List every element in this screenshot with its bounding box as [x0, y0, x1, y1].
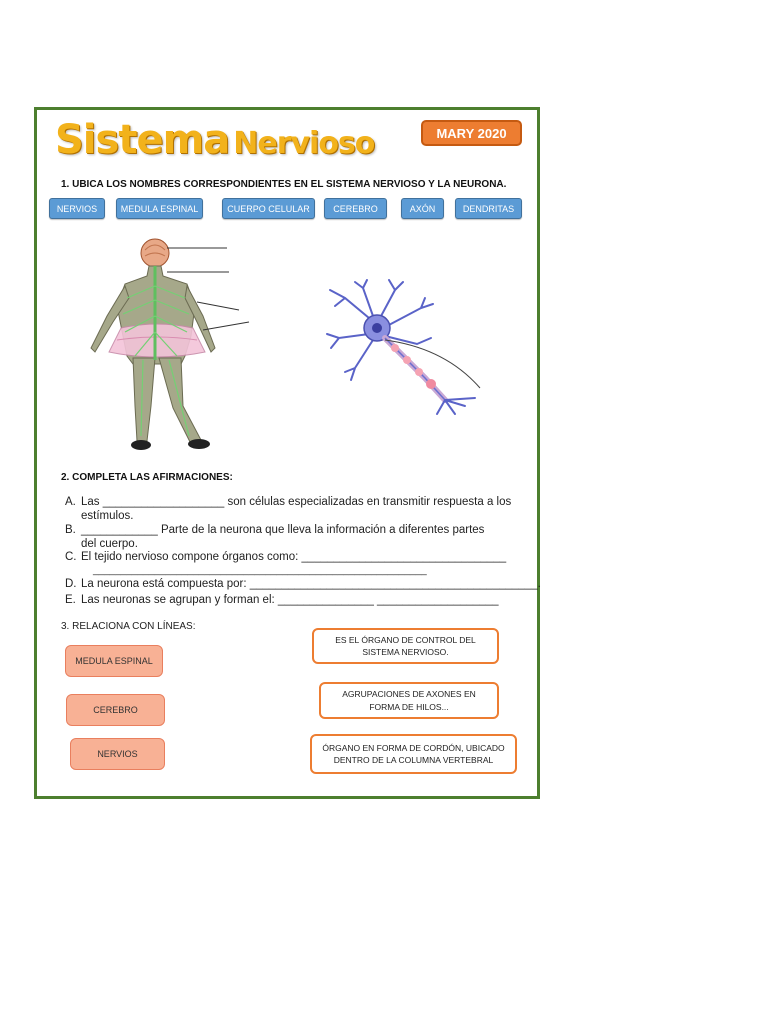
- definition-cerebro: ES EL ÓRGANO DE CONTROL DEL SISTEMA NERVIOSO.: [312, 628, 499, 664]
- statement-a: A. Las ___________________ son células especializadas en transmitir respuesta a los: [65, 496, 512, 508]
- title-word-2: Nervioso: [233, 126, 375, 161]
- statement-b-line2: del cuerpo.: [81, 538, 138, 550]
- statement-e: E. Las neuronas se agrupan y forman el: _______________ ___________________: [65, 594, 499, 606]
- statement-d: D. La neurona está compuesta por: _____________________________________________.: [65, 578, 541, 590]
- statement-c-line2: ____________________________________________________________: [93, 565, 427, 576]
- worksheet-title: [55, 117, 375, 163]
- question-2-heading: 2. COMPLETA LAS AFIRMACIONES:: [61, 472, 233, 483]
- author-badge: MARY 2020: [421, 120, 522, 146]
- term-medula-espinal: MEDULA ESPINAL: [65, 645, 163, 677]
- term-nervios: NERVIOS: [70, 738, 165, 770]
- statement-a-line1: Las ___________________ son células especializadas en transmitir respuesta a los: [81, 496, 512, 508]
- statement-b-line1: ____________ Parte de la neurona que lleva la información a diferentes partes: [81, 524, 485, 536]
- statement-c: C. El tejido nervioso compone órganos como: ________________________________: [65, 551, 507, 563]
- word-chip-cuerpo-celular: CUERPO CELULAR: [222, 198, 315, 219]
- word-chip-medula-espinal: MEDULA ESPINAL: [116, 198, 203, 219]
- statement-d-line1: La neurona está compuesta por: _____________________________________________.: [81, 578, 541, 590]
- word-chip-cerebro: CEREBRO: [324, 198, 387, 219]
- question-1-heading: 1. UBICA LOS NOMBRES CORRESPONDIENTES EN EL SISTEMA NERVIOSO Y LA NEURONA.: [61, 179, 507, 190]
- statement-e-line1: Las neuronas se agrupan y forman el: _______________ ___________________: [81, 594, 499, 606]
- definition-medula-espinal: ÓRGANO EN FORMA DE CORDÓN, UBICADO DENTRO DE LA COLUMNA VERTEBRAL: [310, 734, 517, 774]
- question-3-heading: 3. RELACIONA CON LÍNEAS:: [61, 621, 196, 632]
- worksheet-page: [34, 107, 540, 799]
- statement-a-line2: estímulos.: [81, 510, 134, 522]
- statement-b: B. ____________ Parte de la neurona que lleva la información a diferentes partes: [65, 524, 485, 536]
- neuron-illustration: [325, 278, 495, 418]
- term-cerebro: CEREBRO: [66, 694, 165, 726]
- word-chip-nervios: NERVIOS: [49, 198, 105, 219]
- word-chip-dendritas: DENDRITAS: [455, 198, 522, 219]
- definition-nervios: AGRUPACIONES DE AXONES EN FORMA DE HILOS...: [319, 682, 499, 719]
- statement-c-line1: El tejido nervioso compone órganos como: ________________________________: [81, 551, 507, 563]
- human-nervous-system-figure: [77, 236, 257, 456]
- title-word-1: Sistema: [55, 117, 230, 163]
- word-chip-axon: AXÓN: [401, 198, 444, 219]
